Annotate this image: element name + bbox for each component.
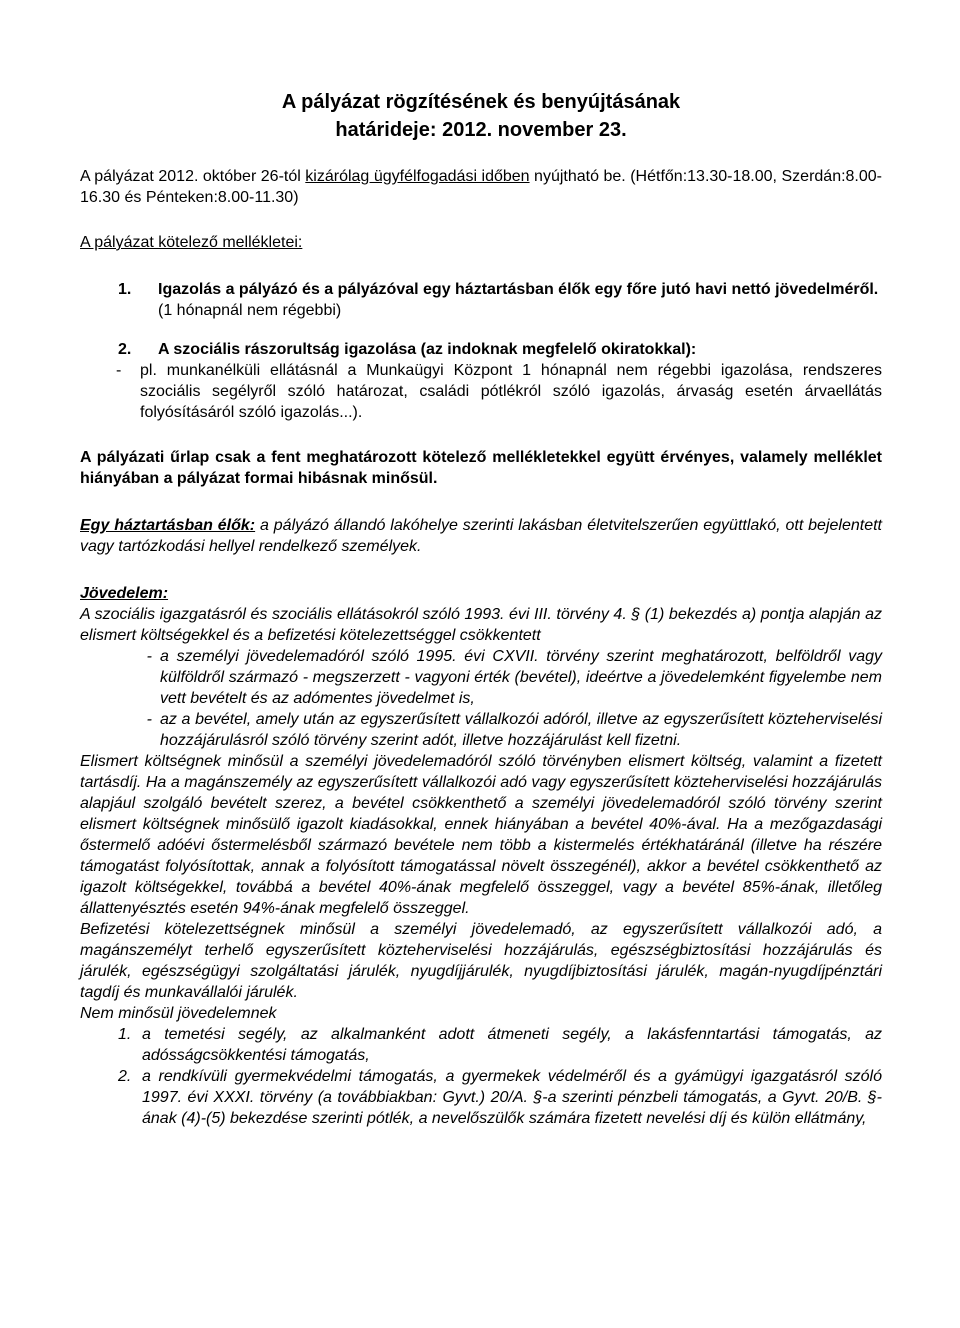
- attachments-heading: A pályázat kötelező mellékletei:: [80, 234, 303, 251]
- attachments-list: [80, 279, 882, 423]
- not-income-item-2: [80, 1066, 882, 1129]
- household-label: Egy háztartásban élők:: [80, 517, 256, 534]
- not-income-item-2-number: 2.: [118, 1068, 132, 1085]
- document-title: [80, 88, 882, 144]
- dash-marker: -: [146, 711, 152, 728]
- not-income-item-2-text: a rendkívüli gyermekvédelmi támogatás, a gyermekek védelméről és a gyámügyi igazgatásról szóló 1997. évi XXXI. törvény (a továbbiakban: Gyvt.) 20/A. §-a szerinti pénzbeli támogatás, a Gyvt. 20/B. §-ának (4)-(5) bekezdése szerinti pótlék, a nevelőszülők számára fizetett nevelési díj és külön ellátmány,: [142, 1068, 882, 1127]
- not-income-heading: Nem minősül jövedelemnek: [80, 1005, 277, 1022]
- title-line-2: határideje: 2012. november 23.: [335, 119, 627, 141]
- attachment-item-1: [80, 279, 882, 321]
- attachment-item-2-detail: [80, 360, 882, 423]
- attachment-item-1-text: [158, 279, 882, 321]
- costs-paragraph: Elismert költségnek minősül a személyi jövedelemadóról szóló törvényben elismert költség, valamint a fizetett tartásdíj. Ha a magánszemély az egyszerűsített vállalkozói adó vagy egyszerűsített közteherviselési hozzájárulás alapjául szolgáló bevételt szerez, a bevétel csökkenthető a személyi jövedelemadóról szóló törvény szerint elismert költségnek minősülő igazolt kiadásokkal, ennek hiányában a bevétel 40%-ával. Ha a mezőgazdasági őstermelő adóévi őstermelésből származó bevétele nem több a kistermelés értékhatáránál (illetve ha részére támogatást folyósítottak, annak a folyósított támogatással növelt összegénél), akkor a bevétel csökkenthető az igazolt költségekkel, továbbá a bevétel 40%-ának megfelelő összeggel, vagy a bevétel 85%-ának, illetőleg állattenyésztés esetén 94%-ának megfelelő összeggel.: [80, 753, 882, 917]
- income-dash-item-1: [80, 646, 882, 709]
- dash-marker: -: [146, 648, 152, 665]
- dash-marker: -: [116, 362, 122, 379]
- attachment-item-2-text: A szociális rászorultság igazolása (az indoknak megfelelő okiratokkal):: [158, 341, 697, 358]
- payment-obligation-paragraph: Befizetési kötelezettségnek minősül a személyi jövedelemadó, az egyszerűsített vállalkozói adó, a magánszemélyt terhelő egyszerűsített közteherviselési hozzájárulás, egészségbiztosítási hozzájárulás és járulék, egészségügyi szolgáltatási járulék, nyugdíjjárulék, nyugdíjbiztosítási járulék, magán-nyugdíjpénztári tagdíj és munkavállalói járulék.: [80, 921, 882, 1001]
- submission-info-underlined: kizárólag ügyfélfogadási időben: [305, 168, 530, 185]
- attachment-item-2: [80, 339, 882, 360]
- title-line-1: A pályázat rögzítésének és benyújtásának: [281, 91, 681, 113]
- household-definition: [80, 515, 882, 557]
- income-dash-item-1-text: a személyi jövedelemadóról szóló 1995. évi CXVII. törvény szerint meghatározott, belföldről vagy külföldről származó - megszerzett - vagyoni érték (bevétel), ideértve a jövedelemként figyelembe nem vett bevételt és az adómentes jövedelmet is,: [160, 648, 882, 707]
- not-income-item-1-text: a temetési segély, az alkalmanként adott átmeneti segély, a lakásfenntartási támogatás, az adósságcsökkentési támogatás,: [142, 1026, 882, 1064]
- attachment-item-1-bold: Igazolás a pályázó és a pályázóval egy háztartásban élők egy főre jutó havi nettó jövedelméről.: [158, 281, 879, 298]
- not-income-list: [80, 1024, 882, 1129]
- attachment-item-1-normal: (1 hónapnál nem régebbi): [158, 302, 342, 319]
- income-dash-item-2-text: az a bevétel, amely után az egyszerűsített vállalkozói adóról, illetve az egyszerűsített közteherviselési hozzájárulásról szóló törvény szerint adót, illetve hozzájárulást kell fizetni.: [160, 711, 882, 749]
- income-intro: A szociális igazgatásról és szociális ellátásokról szóló 1993. évi III. törvény 4. § (1) bekezdés a) pontja alapján az elismert költségekkel és a befizetési kötelezettséggel csökkentett: [80, 606, 882, 644]
- income-dash-item-2: [80, 709, 882, 751]
- not-income-item-1-number: 1.: [118, 1026, 132, 1043]
- attachment-item-2-number: 2.: [118, 341, 132, 358]
- income-heading: Jövedelem:: [80, 585, 169, 602]
- attachment-item-1-number: 1.: [118, 281, 132, 298]
- household-text: a pályázó állandó lakóhelye szerinti lakásban életvitelszerűen együttlakó, ott bejelentett vagy tartózkodási hellyel rendelkező személyek.: [80, 517, 882, 555]
- submission-info-before: A pályázat 2012. október 26-tól: [80, 168, 306, 185]
- submission-info: [80, 166, 882, 208]
- not-income-item-1: [80, 1024, 882, 1066]
- validity-warning: A pályázati űrlap csak a fent meghatározott kötelező mellékletekkel együtt érvényes, valamely melléklet hiányában a pályázat formai hibásnak minősül.: [80, 449, 882, 487]
- submission-info-after: nyújtható be. (Hétfőn:13.30-18.00, Szerdán:8.00-16.30 és Pénteken:8.00-11.30): [80, 168, 883, 206]
- document-page: [80, 88, 882, 1129]
- attachment-item-2-detail-text: pl. munkanélküli ellátásnál a Munkaügyi Központ 1 hónapnál nem régebbi igazolása, rendszeres szociális segélyről szóló határozat, családi pótlékról szóló igazolás, árvaság esetén árvaellátás folyósításáról szóló igazolás...).: [140, 362, 882, 421]
